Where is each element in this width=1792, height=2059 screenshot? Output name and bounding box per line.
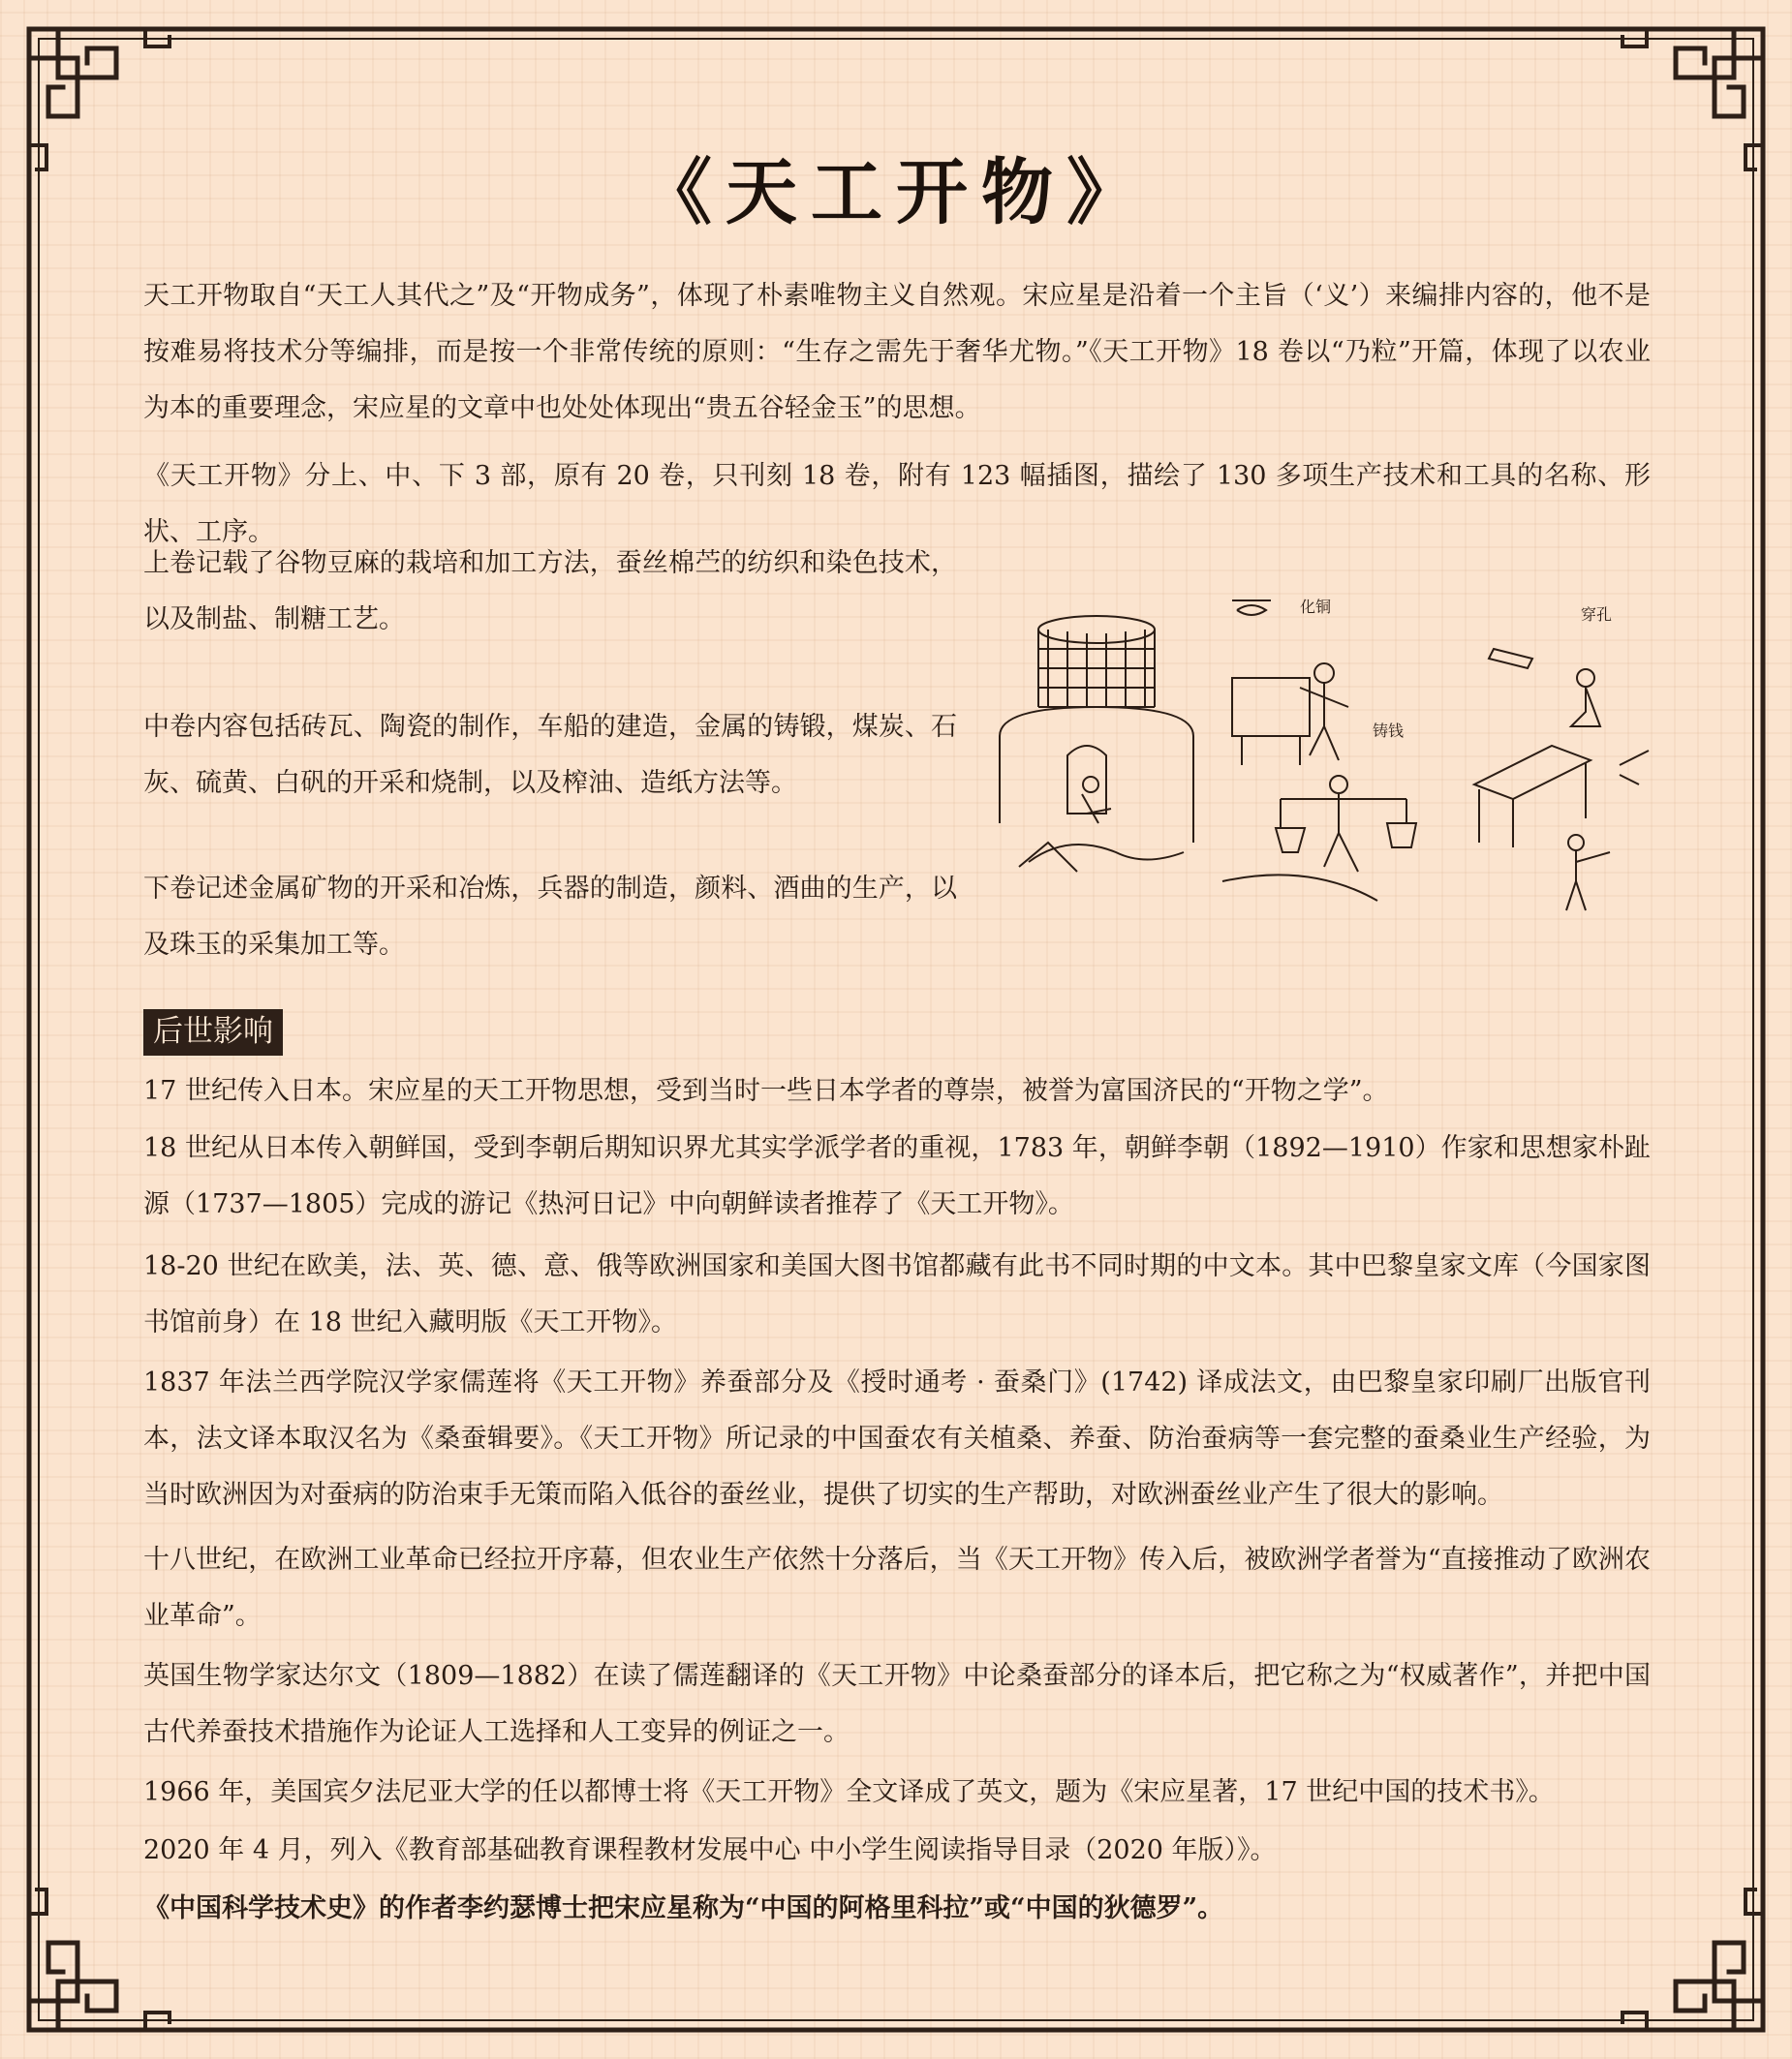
influence-paragraph-1: 17 世纪传入日本。宋应星的天工开物思想，受到当时一些日本学者的尊崇，被誉为富国济民的“开物之学”。 xyxy=(143,1076,1389,1106)
influence-paragraph-2: 18 世纪从日本传入朝鲜国，受到李朝后期知识界尤其实学派学者的重视，1783 年，朝鲜李朝（1892—1910）作家和思想家朴趾源（1737—1805）完成的游记《热河日记》中向朝鲜读者推荐了《天工开物》。 xyxy=(143,1133,1651,1219)
influence-paragraph-8: 2020 年 4 月，列入《教育部基础教育课程教材发展中心 中小学生阅读指导目录（2020 年版）》。 xyxy=(143,1835,1277,1865)
influence-paragraph-5: 十八世纪，在欧洲工业革命已经拉开序幕，但农业生产依然十分落后，当《天工开物》传入后，被欧洲学者誉为“直接推动了欧洲农业革命”。 xyxy=(143,1545,1651,1631)
influence-paragraph-7: 1966 年，美国宾夕法尼亚大学的任以都博士将《天工开物》全文译成了英文，题为《宋应星著，17 世纪中国的技术书》。 xyxy=(143,1777,1555,1807)
influence-paragraph-6: 英国生物学家达尔文（1809—1882）在读了儒莲翻译的《天工开物》中论桑蚕部分的译本后，把它称之为“权威著作”，并把中国古代养蚕技术措施作为论证人工选择和人工变异的例证之一。 xyxy=(143,1661,1651,1747)
upper-volume-text: 上卷记载了谷物豆麻的栽培和加工方法，蚕丝棉苎的纺织和染色技术，以及制盐、制糖工艺。 xyxy=(143,548,957,634)
lower-volume-text: 下卷记述金属矿物的开采和冶炼，兵器的制造，颜料、酒曲的生产，以及珠玉的采集加工等。 xyxy=(143,874,957,960)
illustration-caption-2: 铸钱 xyxy=(1373,722,1405,740)
intro-paragraph-1: 天工开物取自“天工人其代之”及“开物成务”，体现了朴素唯物主义自然观。宋应星是沿着一个主旨（‘义’）来编排内容的，他不是按难易将技术分等编排，而是按一个非常传统的原则：“生存之需先于奢华尤物。”《天工开物》18 卷以“乃粒”开篇，体现了以农业为本的重要理念，宋应星的文章中也处处体现出“贵五谷轻金玉”的思想。 xyxy=(143,281,1651,423)
influence-paragraph-9: 《中国科学技术史》的作者李约瑟博士把宋应星称为“中国的阿格里科拉”或“中国的狄德罗”。 xyxy=(143,1893,1224,1923)
woodcut-illustration xyxy=(990,591,1658,920)
intro-paragraph-2: 《天工开物》分上、中、下 3 部，原有 20 卷，只刊刻 18 卷，附有 123 幅插图，描绘了 130 多项生产技术和工具的名称、形状、工序。 xyxy=(143,461,1651,547)
woodcut-drawing xyxy=(990,591,1658,920)
influence-paragraph-4: 1837 年法兰西学院汉学家儒莲将《天工开物》养蚕部分及《授时通考 · 蚕桑门》(1742) 译成法文，由巴黎皇家印刷厂出版官刊本，法文译本取汉名为《桑蚕辑要》。《天工开物》所记录的中国蚕农有关植桑、养蚕、防治蚕病等一套完整的蚕桑业生产经验，为当时欧洲因为对蚕病的防治束手无策而陷入低谷的蚕丝业，提供了切实的生产帮助，对欧洲蚕丝业产生了很大的影响。 xyxy=(143,1368,1651,1510)
page-title: 《天工开物》 xyxy=(640,151,1152,234)
middle-volume-text: 中卷内容包括砖瓦、陶瓷的制作，车船的建造，金属的铸锻，煤炭、石灰、硫黄、白矾的开采和烧制，以及榨油、造纸方法等。 xyxy=(143,712,957,798)
illustration-caption-1: 化铜 xyxy=(1300,598,1332,616)
illustration-caption-3: 穿孔 xyxy=(1581,605,1613,624)
influence-paragraph-3: 18-20 世纪在欧美，法、英、德、意、俄等欧洲国家和美国大图书馆都藏有此书不同时期的中文本。其中巴黎皇家文库（今国家图书馆前身）在 18 世纪入藏明版《天工开物》。 xyxy=(143,1251,1651,1337)
section-heading-influence: 后世影响 xyxy=(143,1009,283,1056)
